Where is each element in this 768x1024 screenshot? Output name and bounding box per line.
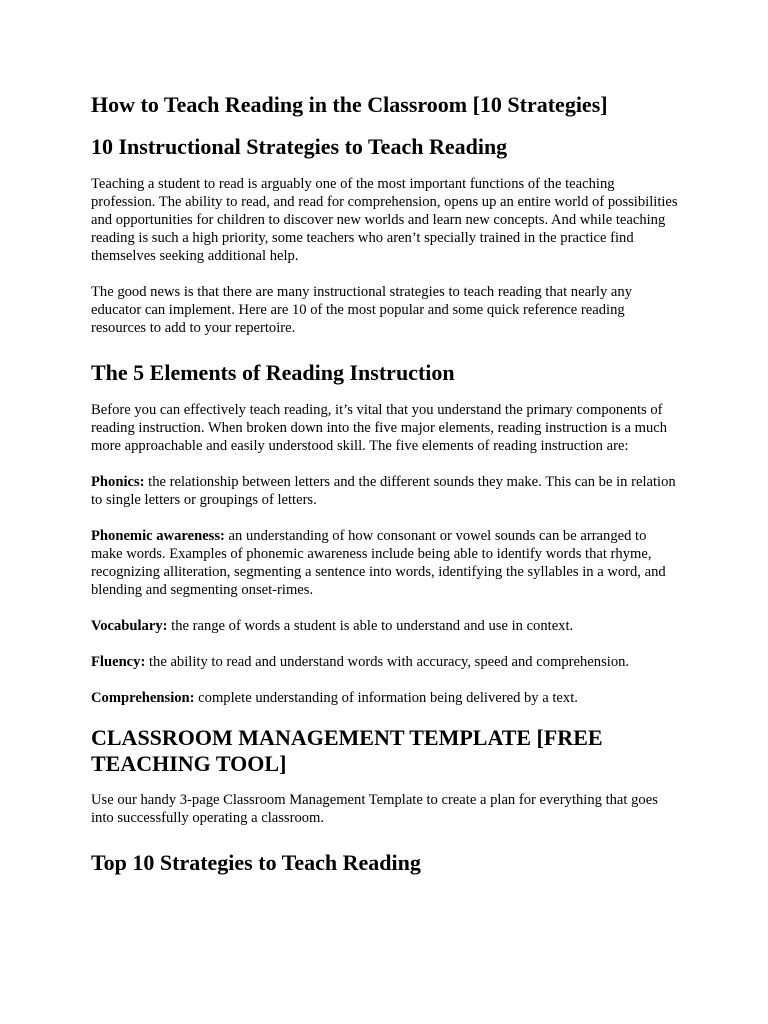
element-term: Phonics:	[91, 474, 145, 490]
element-term: Fluency:	[91, 654, 146, 670]
element-definition: an understanding of how consonant or vowel sounds can be arranged to make words. Examples of phonemic awareness include being able to identify words that rhyme, recognizing alliteration, segmenting a sentence into words, identifying the syllables in a word, and blending and segmenting onset-rimes.	[91, 528, 666, 598]
paragraph-elements-intro: Before you can effectively teach reading, it’s vital that you understand the primary components of reading instruction. When broken down into the five major elements, reading instruction is a much more approachable and easily understood skill. The five elements of reading instruction are:	[91, 402, 668, 454]
element-vocabulary	[91, 617, 680, 635]
element-fluency	[91, 653, 680, 671]
element-term: Phonemic awareness:	[91, 528, 225, 544]
heading-five-elements: The 5 Elements of Reading Instruction	[91, 360, 455, 385]
element-definition: the ability to read and understand words with accuracy, speed and comprehension.	[145, 654, 630, 670]
paragraph-intro: Teaching a student to read is arguably one of the most important functions of the teaching profession. The ability to read, and read for comprehension, opens up an entire world of possibilities and opportunities for children to discover new worlds and learn new concepts. And while teaching reading is such a high priority, some teachers who aren’t specially trained in the practice find themselves seeking additional help.	[91, 176, 678, 264]
element-term: Comprehension:	[91, 690, 195, 706]
element-phonemic-awareness	[91, 527, 680, 599]
element-definition: complete understanding of information being delivered by a text.	[194, 690, 578, 706]
paragraph-good-news: The good news is that there are many instructional strategies to teach reading that nearly any educator can implement. Here are 10 of the most popular and some quick reference reading resources to add to your repertoire.	[91, 284, 632, 336]
heading-top-strategies: Top 10 Strategies to Teach Reading	[91, 850, 421, 875]
heading-classroom-management-template: CLASSROOM MANAGEMENT TEMPLATE [FREE TEACHING TOOL]	[91, 725, 603, 776]
document-title: How to Teach Reading in the Classroom [10 Strategies]	[91, 92, 608, 117]
element-comprehension	[91, 689, 680, 707]
paragraph-template: Use our handy 3-page Classroom Management Template to create a plan for everything that goes into successfully operating a classroom.	[91, 792, 658, 826]
element-definition: the relationship between letters and the different sounds they make. This can be in relation to single letters or groupings of letters.	[91, 474, 676, 508]
element-phonics	[91, 473, 680, 509]
element-definition: the range of words a student is able to understand and use in context.	[167, 618, 574, 634]
heading-instructional-strategies: 10 Instructional Strategies to Teach Reading	[91, 134, 508, 159]
element-term: Vocabulary:	[91, 618, 168, 634]
